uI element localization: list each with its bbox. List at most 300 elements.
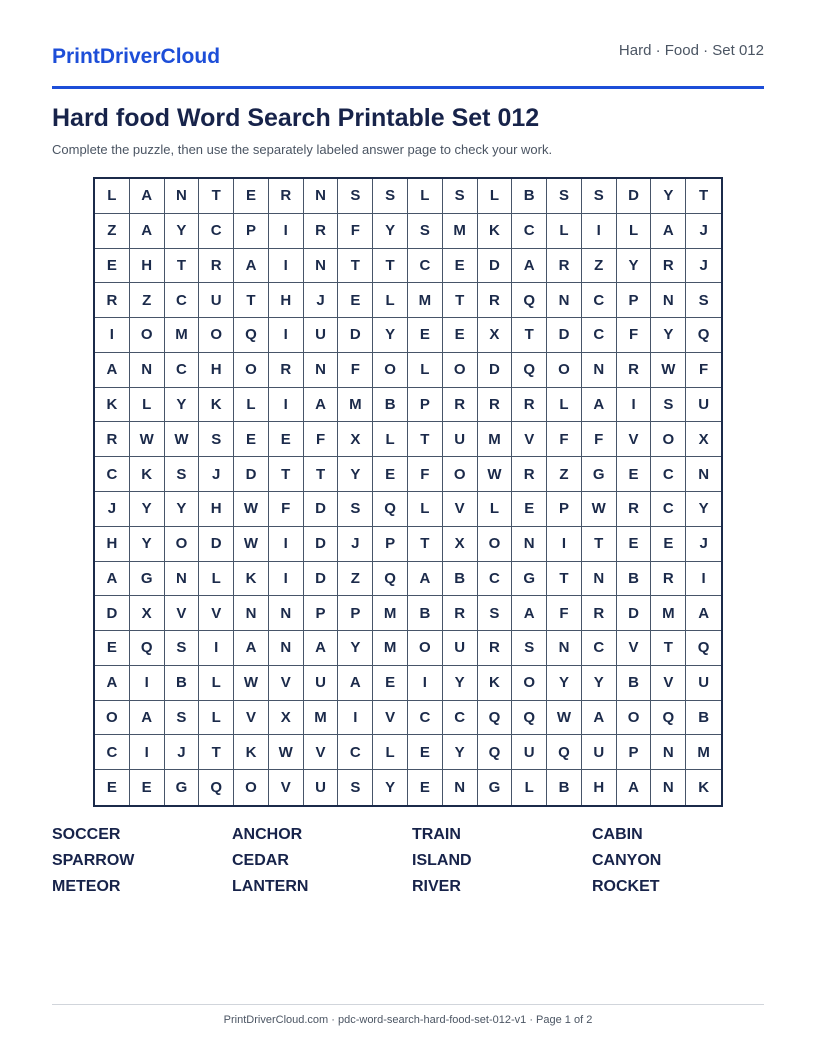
grid-cell: M [408, 283, 443, 318]
page-title: Hard food Word Search Printable Set 012 [52, 104, 540, 132]
grid-cell: R [199, 249, 234, 284]
grid-cell: R [269, 179, 304, 214]
grid-cell: E [373, 457, 408, 492]
grid-cell: C [165, 283, 200, 318]
grid-cell: N [651, 283, 686, 318]
page-header [52, 0, 764, 89]
grid-cell: I [269, 249, 304, 284]
grid-cell: Y [373, 770, 408, 805]
grid-cell: B [686, 701, 721, 736]
grid-cell: N [547, 283, 582, 318]
grid-cell: T [547, 562, 582, 597]
grid-cell: J [686, 249, 721, 284]
grid-cell: N [269, 596, 304, 631]
grid-cell: Z [338, 562, 373, 597]
grid-cell: S [338, 179, 373, 214]
grid-cell: R [547, 249, 582, 284]
grid-cell: F [547, 422, 582, 457]
word-list-item: SOCCER [52, 826, 121, 843]
grid-cell: Y [165, 214, 200, 249]
grid-cell: O [512, 666, 547, 701]
grid-cell: D [478, 249, 513, 284]
grid-cell: T [373, 249, 408, 284]
grid-cell: T [651, 631, 686, 666]
grid-cell: U [304, 318, 339, 353]
grid-cell: N [304, 249, 339, 284]
grid-cell: Z [547, 457, 582, 492]
grid-cell: O [234, 353, 269, 388]
grid-cell: L [408, 492, 443, 527]
grid-cell: Y [582, 666, 617, 701]
grid-cell: T [234, 283, 269, 318]
grid-cell: I [130, 735, 165, 770]
word-list-item: ROCKET [592, 878, 660, 895]
grid-cell: Y [338, 457, 373, 492]
grid-cell: Y [443, 666, 478, 701]
grid-cell: V [373, 701, 408, 736]
grid-cell: Q [373, 492, 408, 527]
grid-cell: W [130, 422, 165, 457]
grid-cell: E [617, 527, 652, 562]
grid-cell: F [547, 596, 582, 631]
word-list-item: CEDAR [232, 852, 289, 869]
grid-cell: J [199, 457, 234, 492]
grid-cell: D [304, 562, 339, 597]
grid-cell: M [443, 214, 478, 249]
grid-cell: W [234, 527, 269, 562]
grid-cell: V [199, 596, 234, 631]
grid-cell: J [165, 735, 200, 770]
brand-logo[interactable]: PrintDriverCloud [52, 45, 221, 68]
grid-cell: R [617, 492, 652, 527]
grid-cell: R [443, 388, 478, 423]
grid-cell: L [547, 388, 582, 423]
grid-cell: Q [199, 770, 234, 805]
grid-cell: N [304, 179, 339, 214]
grid-cell: R [651, 562, 686, 597]
grid-cell: L [617, 214, 652, 249]
grid-cell: Z [95, 214, 130, 249]
grid-cell: F [686, 353, 721, 388]
grid-cell: A [95, 353, 130, 388]
grid-cell: X [686, 422, 721, 457]
grid-cell: E [95, 770, 130, 805]
grid-cell: D [617, 179, 652, 214]
grid-cell: A [651, 214, 686, 249]
grid-cell: I [338, 701, 373, 736]
grid-cell: Q [130, 631, 165, 666]
grid-cell: S [338, 770, 373, 805]
grid-cell: A [617, 770, 652, 805]
grid-cell: O [408, 631, 443, 666]
grid-cell: Q [512, 283, 547, 318]
grid-cell: R [443, 596, 478, 631]
grid-cell: H [199, 492, 234, 527]
word-list-item: LANTERN [232, 878, 309, 895]
grid-cell: M [651, 596, 686, 631]
grid-cell: O [617, 701, 652, 736]
grid-cell: V [617, 422, 652, 457]
grid-cell: D [547, 318, 582, 353]
grid-cell: F [338, 353, 373, 388]
grid-cell: D [199, 527, 234, 562]
grid-cell: D [95, 596, 130, 631]
grid-cell: T [165, 249, 200, 284]
grid-cell: Z [582, 249, 617, 284]
grid-cell: R [512, 457, 547, 492]
grid-cell: F [582, 422, 617, 457]
grid-cell: O [443, 353, 478, 388]
grid-cell: W [165, 422, 200, 457]
grid-cell: S [547, 179, 582, 214]
grid-cell: D [338, 318, 373, 353]
grid-cell: Y [373, 318, 408, 353]
grid-cell: L [95, 179, 130, 214]
grid-cell: L [199, 666, 234, 701]
grid-cell: E [443, 318, 478, 353]
grid-cell: T [269, 457, 304, 492]
grid-cell: S [373, 179, 408, 214]
grid-cell: J [686, 527, 721, 562]
grid-cell: S [651, 388, 686, 423]
grid-cell: Y [130, 527, 165, 562]
grid-cell: T [408, 527, 443, 562]
word-list-item: SPARROW [52, 852, 135, 869]
grid-cell: I [547, 527, 582, 562]
grid-cell: W [234, 666, 269, 701]
grid-cell: Y [130, 492, 165, 527]
grid-cell: S [478, 596, 513, 631]
grid-cell: A [338, 666, 373, 701]
grid-cell: F [304, 422, 339, 457]
grid-cell: O [373, 353, 408, 388]
grid-cell: P [338, 596, 373, 631]
grid-cell: O [478, 527, 513, 562]
grid-cell: O [165, 527, 200, 562]
grid-cell: A [512, 249, 547, 284]
grid-cell: Y [547, 666, 582, 701]
grid-cell: P [547, 492, 582, 527]
word-list-item: CANYON [592, 852, 662, 869]
grid-cell: N [651, 735, 686, 770]
grid-cell: J [686, 214, 721, 249]
grid-cell: X [478, 318, 513, 353]
grid-cell: M [165, 318, 200, 353]
grid-cell: H [269, 283, 304, 318]
grid-cell: Q [686, 318, 721, 353]
grid-cell: V [651, 666, 686, 701]
grid-cell: Q [478, 701, 513, 736]
grid-cell: E [408, 735, 443, 770]
grid-cell: C [478, 562, 513, 597]
grid-cell: V [512, 422, 547, 457]
grid-cell: L [512, 770, 547, 805]
grid-cell: V [304, 735, 339, 770]
grid-cell: L [199, 701, 234, 736]
grid-cell: E [408, 770, 443, 805]
grid-cell: N [234, 596, 269, 631]
grid-cell: R [582, 596, 617, 631]
grid-cell: I [269, 562, 304, 597]
grid-cell: W [582, 492, 617, 527]
grid-cell: H [95, 527, 130, 562]
grid-cell: B [617, 562, 652, 597]
grid-cell: U [199, 283, 234, 318]
grid-cell: Q [373, 562, 408, 597]
grid-cell: R [304, 214, 339, 249]
grid-cell: G [478, 770, 513, 805]
grid-cell: M [686, 735, 721, 770]
grid-cell: Y [165, 492, 200, 527]
grid-cell: R [478, 283, 513, 318]
grid-cell: X [269, 701, 304, 736]
grid-cell: R [478, 631, 513, 666]
page-footer: PrintDriverCloud.com · pdc-word-search-hard-food-set-012-v1 · Page 1 of 2 [223, 1014, 593, 1026]
grid-cell: E [269, 422, 304, 457]
grid-cell: J [304, 283, 339, 318]
grid-cell: M [478, 422, 513, 457]
grid-cell: N [582, 562, 617, 597]
grid-cell: B [617, 666, 652, 701]
grid-cell: I [199, 631, 234, 666]
grid-cell: E [617, 457, 652, 492]
grid-cell: N [165, 562, 200, 597]
grid-cell: T [199, 735, 234, 770]
grid-cell: Q [547, 735, 582, 770]
grid-cell: B [443, 562, 478, 597]
grid-cell: I [686, 562, 721, 597]
grid-cell: C [165, 353, 200, 388]
grid-cell: V [269, 770, 304, 805]
grid-cell: E [443, 249, 478, 284]
grid-cell: N [547, 631, 582, 666]
grid-cell: C [582, 631, 617, 666]
grid-cell: N [130, 353, 165, 388]
grid-cell: L [408, 179, 443, 214]
grid-cell: C [408, 701, 443, 736]
grid-cell: N [512, 527, 547, 562]
word-list-item: ISLAND [412, 852, 472, 869]
grid-cell: I [130, 666, 165, 701]
grid-cell: D [478, 353, 513, 388]
grid-cell: P [408, 388, 443, 423]
grid-cell: J [338, 527, 373, 562]
grid-cell: F [269, 492, 304, 527]
grid-cell: I [408, 666, 443, 701]
grid-cell: L [199, 562, 234, 597]
grid-cell: V [165, 596, 200, 631]
grid-cell: K [478, 214, 513, 249]
grid-cell: E [512, 492, 547, 527]
grid-cell: G [130, 562, 165, 597]
grid-cell: Q [234, 318, 269, 353]
grid-cell: U [304, 666, 339, 701]
page-subtitle: Complete the puzzle, then use the separately labeled answer page to check your work. [52, 142, 553, 157]
grid-cell: P [617, 283, 652, 318]
grid-cell: Q [651, 701, 686, 736]
grid-cell: C [512, 214, 547, 249]
grid-cell: S [443, 179, 478, 214]
grid-cell: C [651, 492, 686, 527]
grid-cell: U [582, 735, 617, 770]
grid-cell: D [304, 492, 339, 527]
grid-cell: L [478, 179, 513, 214]
grid-cell: W [547, 701, 582, 736]
grid-cell: N [165, 179, 200, 214]
grid-cell: H [199, 353, 234, 388]
grid-cell: A [512, 596, 547, 631]
grid-cell: R [269, 353, 304, 388]
grid-cell: I [269, 318, 304, 353]
grid-cell: S [165, 701, 200, 736]
grid-cell: E [338, 283, 373, 318]
grid-cell: G [582, 457, 617, 492]
grid-cell: A [95, 562, 130, 597]
grid-cell: D [617, 596, 652, 631]
grid-cell: T [408, 422, 443, 457]
grid-cell: L [478, 492, 513, 527]
grid-cell: E [651, 527, 686, 562]
grid-cell: I [617, 388, 652, 423]
grid-cell: T [512, 318, 547, 353]
grid-cell: T [686, 179, 721, 214]
grid-cell: A [582, 701, 617, 736]
grid-cell: L [373, 735, 408, 770]
grid-cell: C [443, 701, 478, 736]
grid-cell: S [582, 179, 617, 214]
word-list-item: CABIN [592, 826, 643, 843]
grid-cell: H [582, 770, 617, 805]
grid-cell: A [130, 179, 165, 214]
grid-cell: Y [617, 249, 652, 284]
grid-cell: B [512, 179, 547, 214]
word-list-item: TRAIN [412, 826, 461, 843]
grid-cell: S [199, 422, 234, 457]
grid-cell: E [373, 666, 408, 701]
grid-cell: T [582, 527, 617, 562]
grid-cell: L [234, 388, 269, 423]
grid-cell: R [95, 283, 130, 318]
grid-cell: C [95, 457, 130, 492]
grid-cell: R [512, 388, 547, 423]
grid-cell: G [165, 770, 200, 805]
grid-cell: S [408, 214, 443, 249]
word-search-grid [93, 177, 723, 807]
grid-cell: I [269, 388, 304, 423]
grid-cell: U [512, 735, 547, 770]
grid-cell: A [582, 388, 617, 423]
grid-cell: I [269, 214, 304, 249]
grid-cell: T [443, 283, 478, 318]
grid-cell: P [304, 596, 339, 631]
grid-cell: Y [686, 492, 721, 527]
grid-cell: Z [130, 283, 165, 318]
grid-cell: Y [651, 179, 686, 214]
grid-cell: X [443, 527, 478, 562]
breadcrumb: Hard · Food · Set 012 [618, 42, 764, 59]
grid-cell: K [234, 735, 269, 770]
grid-cell: L [408, 353, 443, 388]
grid-cell: N [651, 770, 686, 805]
grid-cell: A [304, 388, 339, 423]
grid-cell: P [234, 214, 269, 249]
grid-cell: B [547, 770, 582, 805]
grid-cell: A [234, 631, 269, 666]
grid-cell: D [304, 527, 339, 562]
grid-cell: S [338, 492, 373, 527]
grid-cell: A [130, 214, 165, 249]
grid-cell: G [512, 562, 547, 597]
grid-cell: P [617, 735, 652, 770]
grid-cell: A [130, 701, 165, 736]
grid-cell: U [686, 666, 721, 701]
grid-cell: R [617, 353, 652, 388]
grid-cell: Y [165, 388, 200, 423]
grid-cell: A [234, 249, 269, 284]
grid-cell: N [582, 353, 617, 388]
grid-cell: N [686, 457, 721, 492]
grid-cell: I [95, 318, 130, 353]
grid-cell: E [234, 422, 269, 457]
grid-cell: S [686, 283, 721, 318]
word-list [52, 826, 772, 896]
footer-divider [52, 1004, 764, 1005]
word-list-item: METEOR [52, 878, 121, 895]
grid-cell: Q [512, 701, 547, 736]
grid-cell: T [338, 249, 373, 284]
grid-cell: Y [651, 318, 686, 353]
grid-cell: V [617, 631, 652, 666]
grid-cell: I [582, 214, 617, 249]
grid-cell: M [304, 701, 339, 736]
grid-cell: K [199, 388, 234, 423]
grid-cell: F [617, 318, 652, 353]
grid-cell: O [199, 318, 234, 353]
grid-cell: O [443, 457, 478, 492]
grid-cell: C [582, 283, 617, 318]
grid-cell: K [95, 388, 130, 423]
grid-cell: A [408, 562, 443, 597]
grid-cell: W [269, 735, 304, 770]
grid-cell: C [199, 214, 234, 249]
grid-cell: B [165, 666, 200, 701]
grid-cell: B [408, 596, 443, 631]
grid-cell: L [373, 283, 408, 318]
grid-cell: A [304, 631, 339, 666]
grid-cell: T [199, 179, 234, 214]
grid-cell: L [373, 422, 408, 457]
grid-cell: A [95, 666, 130, 701]
grid-cell: L [130, 388, 165, 423]
grid-cell: K [234, 562, 269, 597]
grid-cell: N [443, 770, 478, 805]
grid-cell: J [95, 492, 130, 527]
grid-cell: N [304, 353, 339, 388]
grid-cell: C [338, 735, 373, 770]
grid-cell: V [269, 666, 304, 701]
grid-cell: S [165, 631, 200, 666]
grid-cell: F [408, 457, 443, 492]
grid-cell: Q [478, 735, 513, 770]
grid-cell: R [478, 388, 513, 423]
grid-cell: U [304, 770, 339, 805]
grid-cell: B [373, 388, 408, 423]
grid-cell: O [651, 422, 686, 457]
grid-cell: P [373, 527, 408, 562]
grid-cell: V [234, 701, 269, 736]
grid-cell: Y [443, 735, 478, 770]
grid-cell: E [95, 249, 130, 284]
